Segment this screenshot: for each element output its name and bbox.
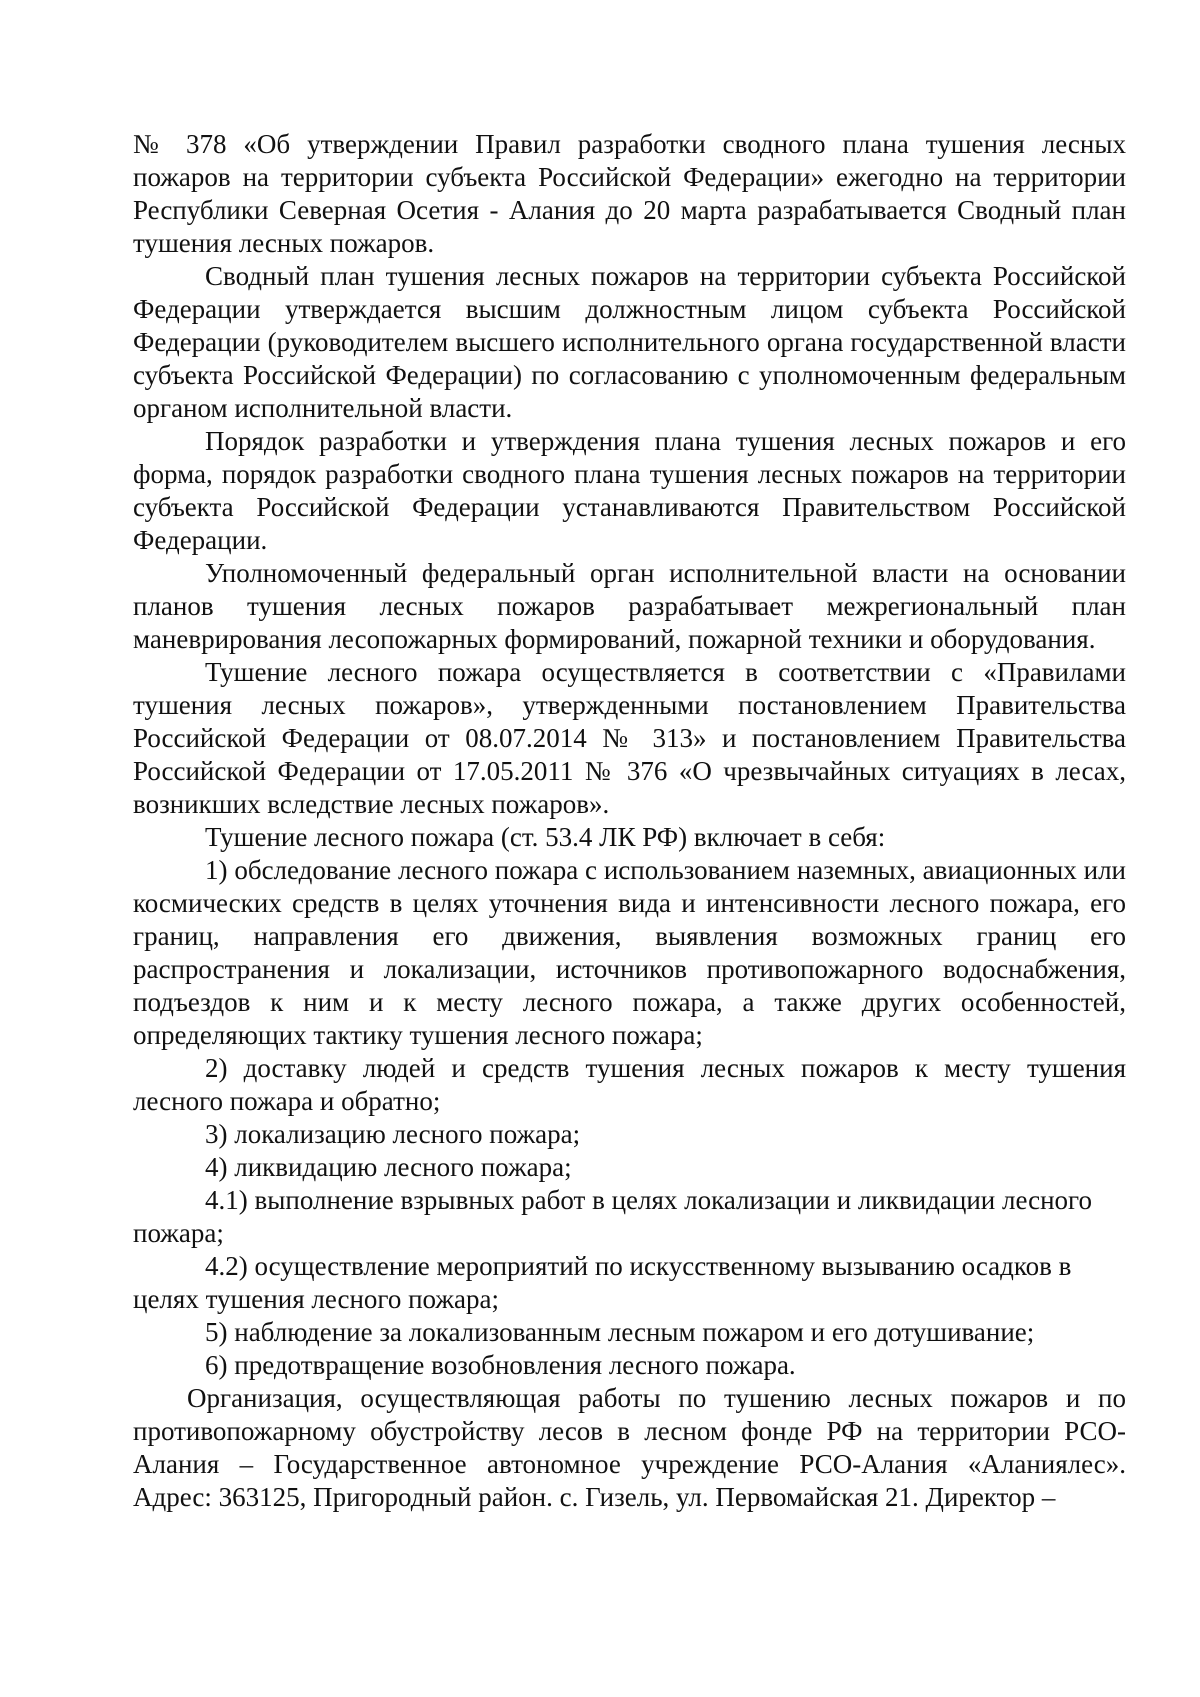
paragraph-firefighting-rules: Тушение лесного пожара осуществляется в соответствии с «Правилами тушения лесных пожаров», утвержденными постановлением Правительства Российской Федерации от 08.07.2014 № 313» и постановлением Правительства Российской Федерации от 17.05.2011 № 376 «О чрезвычайных ситуациях в лесах, возникших вследствие лесных пожаров». xyxy=(133,657,1126,819)
list-item-6: 6) предотвращение возобновления лесного пожара. xyxy=(205,1350,796,1380)
document-body xyxy=(133,128,1126,1514)
list-item-5: 5) наблюдение за локализованным лесным пожаром и его дотушивание; xyxy=(205,1317,1035,1347)
paragraph-organization: Организация, осуществляющая работы по тушению лесных пожаров и по противопожарному обустройству лесов в лесном фонде РФ на территории РСО-Алания – Государственное автономное учреждение РСО-Алания «Аланиялес». Адрес: 363125, Пригородный район. с. Гизель, ул. Первомайская 21. Директор – xyxy=(133,1383,1126,1512)
list-item-4-1: 4.1) выполнение взрывных работ в целях локализации и ликвидации лесного пожара; xyxy=(133,1185,1092,1248)
paragraph-firefighting-includes: Тушение лесного пожара (ст. 53.4 ЛК РФ) включает в себя: xyxy=(205,822,886,852)
list-item-2: 2) доставку людей и средств тушения лесных пожаров к месту тушения лесного пожара и обратно; xyxy=(133,1053,1126,1116)
list-item-1: 1) обследование лесного пожара с использованием наземных, авиационных или космических средств в целях уточнения вида и интенсивности лесного пожара, его границ, направления его движения, выявления возможных границ его распространения и локализации, источников противопожарного водоснабжения, подъездов к ним и к месту лесного пожара, а также других особенностей, определяющих тактику тушения лесного пожара; xyxy=(133,855,1126,1050)
list-item-4-2: 4.2) осуществление мероприятий по искусственному вызыванию осадков в целях тушения лесного пожара; xyxy=(133,1251,1072,1314)
paragraph-plan-procedure: Порядок разработки и утверждения плана тушения лесных пожаров и его форма, порядок разработки сводного плана тушения лесных пожаров на территории субъекта Российской Федерации устанавливаются Правительством Российской Федерации. xyxy=(133,426,1126,555)
list-item-4: 4) ликвидацию лесного пожара; xyxy=(205,1152,572,1182)
paragraph-plan-approval: Сводный план тушения лесных пожаров на территории субъекта Российской Федерации утверждается высшим должностным лицом субъекта Российской Федерации (руководителем высшего исполнительного органа государственной власти субъекта Российской Федерации) по согласованию с уполномоченным федеральным органом исполнительной власти. xyxy=(133,261,1126,423)
list-item-3: 3) локализацию лесного пожара; xyxy=(205,1119,581,1149)
paragraph-maneuvering-plan: Уполномоченный федеральный орган исполнительной власти на основании планов тушения лесных пожаров разрабатывает межрегиональный план маневрирования лесопожарных формирований, пожарной техники и оборудования. xyxy=(133,558,1126,654)
paragraph-regulation-intro: № 378 «Об утверждении Правил разработки сводного плана тушения лесных пожаров на территории субъекта Российской Федерации» ежегодно на территории Республики Северная Осетия - Алания до 20 марта разрабатывается Сводный план тушения лесных пожаров. xyxy=(133,129,1126,258)
